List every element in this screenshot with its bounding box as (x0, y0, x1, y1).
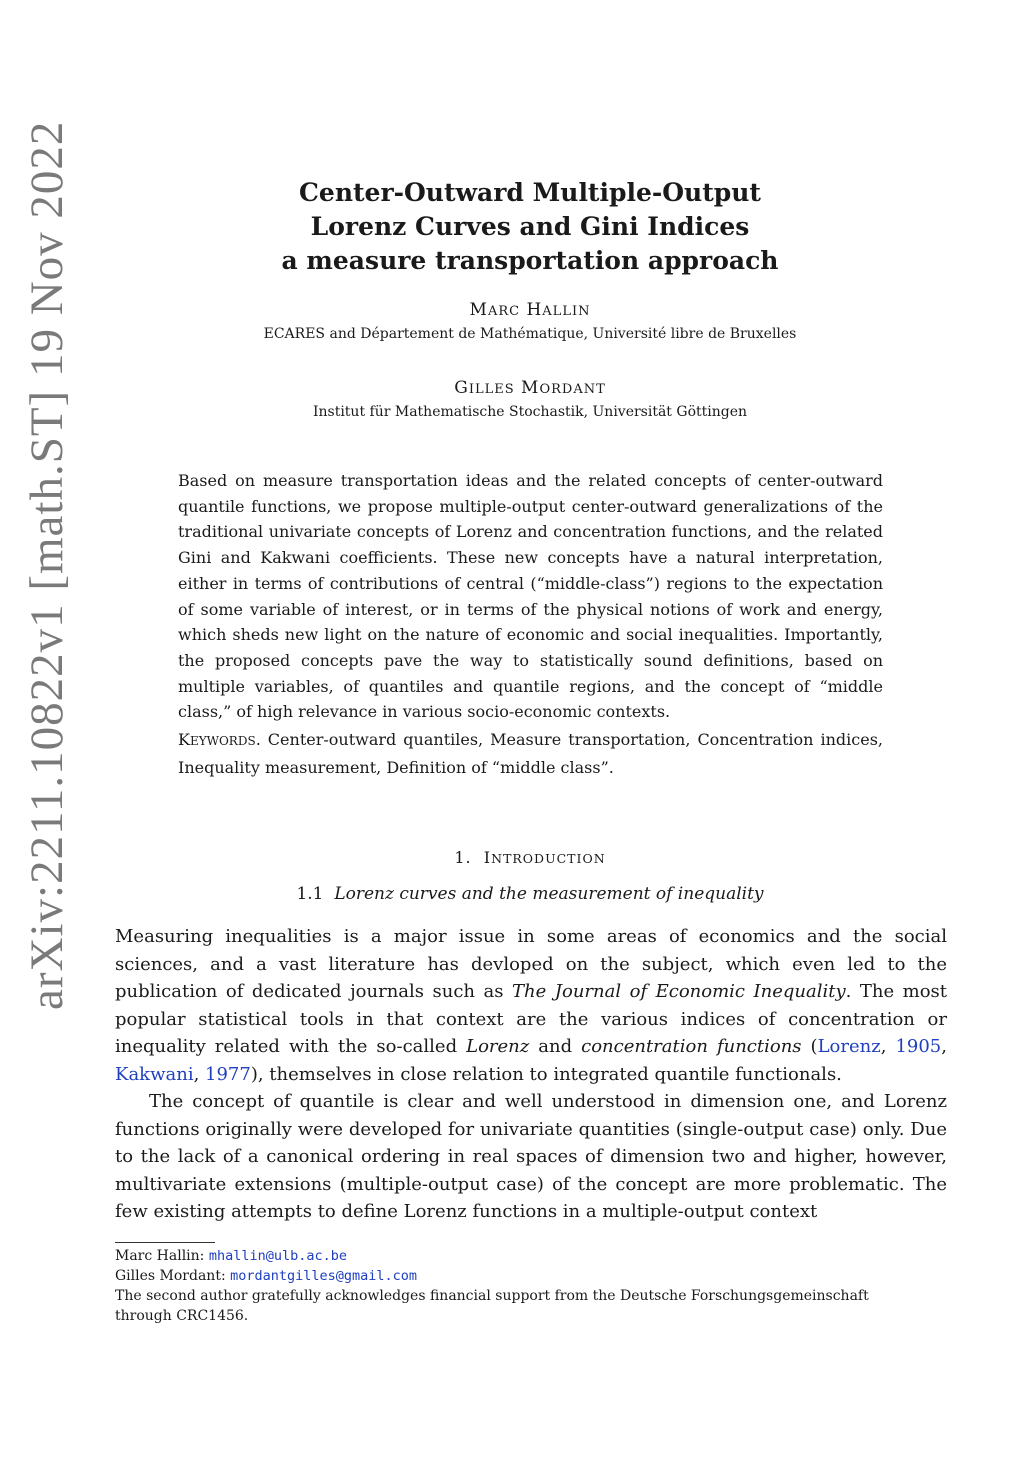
abstract-text: Based on measure transportation ideas and the related concepts of center-outward quantile functions, we propose multiple-output center-outward generalizations of the traditional univariate concepts of Lorenz and concentration functions, and the related Gini and Kakwani coefficients. These new concepts have a natural interpretation, either in terms of contributions of central (“middle-class”) regions to the expectation of some variable of interest, or in terms of the physical notions of work and energy, which sheds new light on the nature of economic and social inequalities. Importantly, the proposed concepts pave the way to statistically sound definitions, based on multiple variables, of quantiles and quantile regions, and the concept of “middle class,” of high relevance in various socio-economic contexts. (178, 471, 883, 722)
citation-link-lorenz[interactable]: Lorenz (817, 1036, 881, 1057)
footnote-funding-1: The second author gratefully acknowledges financial support from the Deutsche Forschungsgemeinschaft (115, 1288, 869, 1304)
subsection-heading: 1.1 Lorenz curves and the measurement of inequality (296, 884, 764, 904)
title-line-3: a measure transportation approach (281, 246, 779, 275)
paragraph-1: Measuring inequalities is a major issue in some areas of economics and the social sciences, and a vast literature has devloped on the subject, which even led to the publication of dedicated journals such as The Journal of Economic Inequality. The most popular statistical tools in that context are the various indices of concentration or inequality related with the so-called Lorenz and concentration functions (Lorenz, 1905, Kakwani, 1977), themselves in close relation to integrated quantile functionals. (115, 926, 948, 1085)
citation-link-kakwani-year[interactable]: 1977 (205, 1063, 251, 1085)
author-block-1 (150, 300, 910, 342)
keywords: KEYWORDS. Center-outward quantiles, Measure transportation, Concentration indices, Inequality measurement, Definition of “middle class”. (178, 730, 883, 777)
abstract (178, 468, 883, 780)
footnote-divider (115, 1242, 215, 1243)
keywords-label: KEYWORDS (178, 730, 256, 750)
footnote-author1: Marc Hallin: mhallin@ulb.ac.be (115, 1248, 348, 1264)
citation-link-lorenz-year[interactable]: 1905 (895, 1036, 942, 1057)
section-heading-introduction: 1. INTRODUCTION (454, 848, 606, 867)
citation-link-kakwani[interactable]: Kakwani (115, 1063, 194, 1085)
email-link-hallin[interactable]: mhallin@ulb.ac.be (208, 1248, 348, 1264)
footnotes (115, 1246, 950, 1326)
footnote-funding-2: through CRC1456. (115, 1308, 249, 1324)
title-line-1: Center-Outward Multiple-Output (299, 178, 761, 207)
author-name: GILLES MORDANT (454, 378, 606, 398)
footnote-author2: Gilles Mordant: mordantgilles@gmail.com (115, 1268, 418, 1284)
author-affiliation: ECARES and Département de Mathématique, Université libre de Bruxelles (263, 326, 797, 342)
arxiv-identifier-stamp: arXiv:2211.10822v1 [math.ST] 19 Nov 2022 (21, 120, 73, 1010)
paragraph-2: The concept of quantile is clear and well understood in dimension one, and Lorenz functions originally were developed for univariate quantities (single-output case) only. Due to the lack of a canonical ordering in real spaces of dimension two and higher, however, multivariate extensions (multiple-output case) of the concept are more problematic. The few existing attempts to define Lorenz functions in a multiple-output context (115, 1091, 947, 1222)
paper-title (180, 176, 880, 278)
body-text (115, 923, 947, 1226)
author-block-2 (150, 378, 910, 420)
author-affiliation: Institut für Mathematische Stochastik, Universität Göttingen (312, 404, 748, 420)
title-line-2: Lorenz Curves and Gini Indices (310, 212, 750, 241)
email-link-mordant[interactable]: mordantgilles@gmail.com (230, 1268, 418, 1284)
author-name: MARC HALLIN (469, 300, 591, 320)
